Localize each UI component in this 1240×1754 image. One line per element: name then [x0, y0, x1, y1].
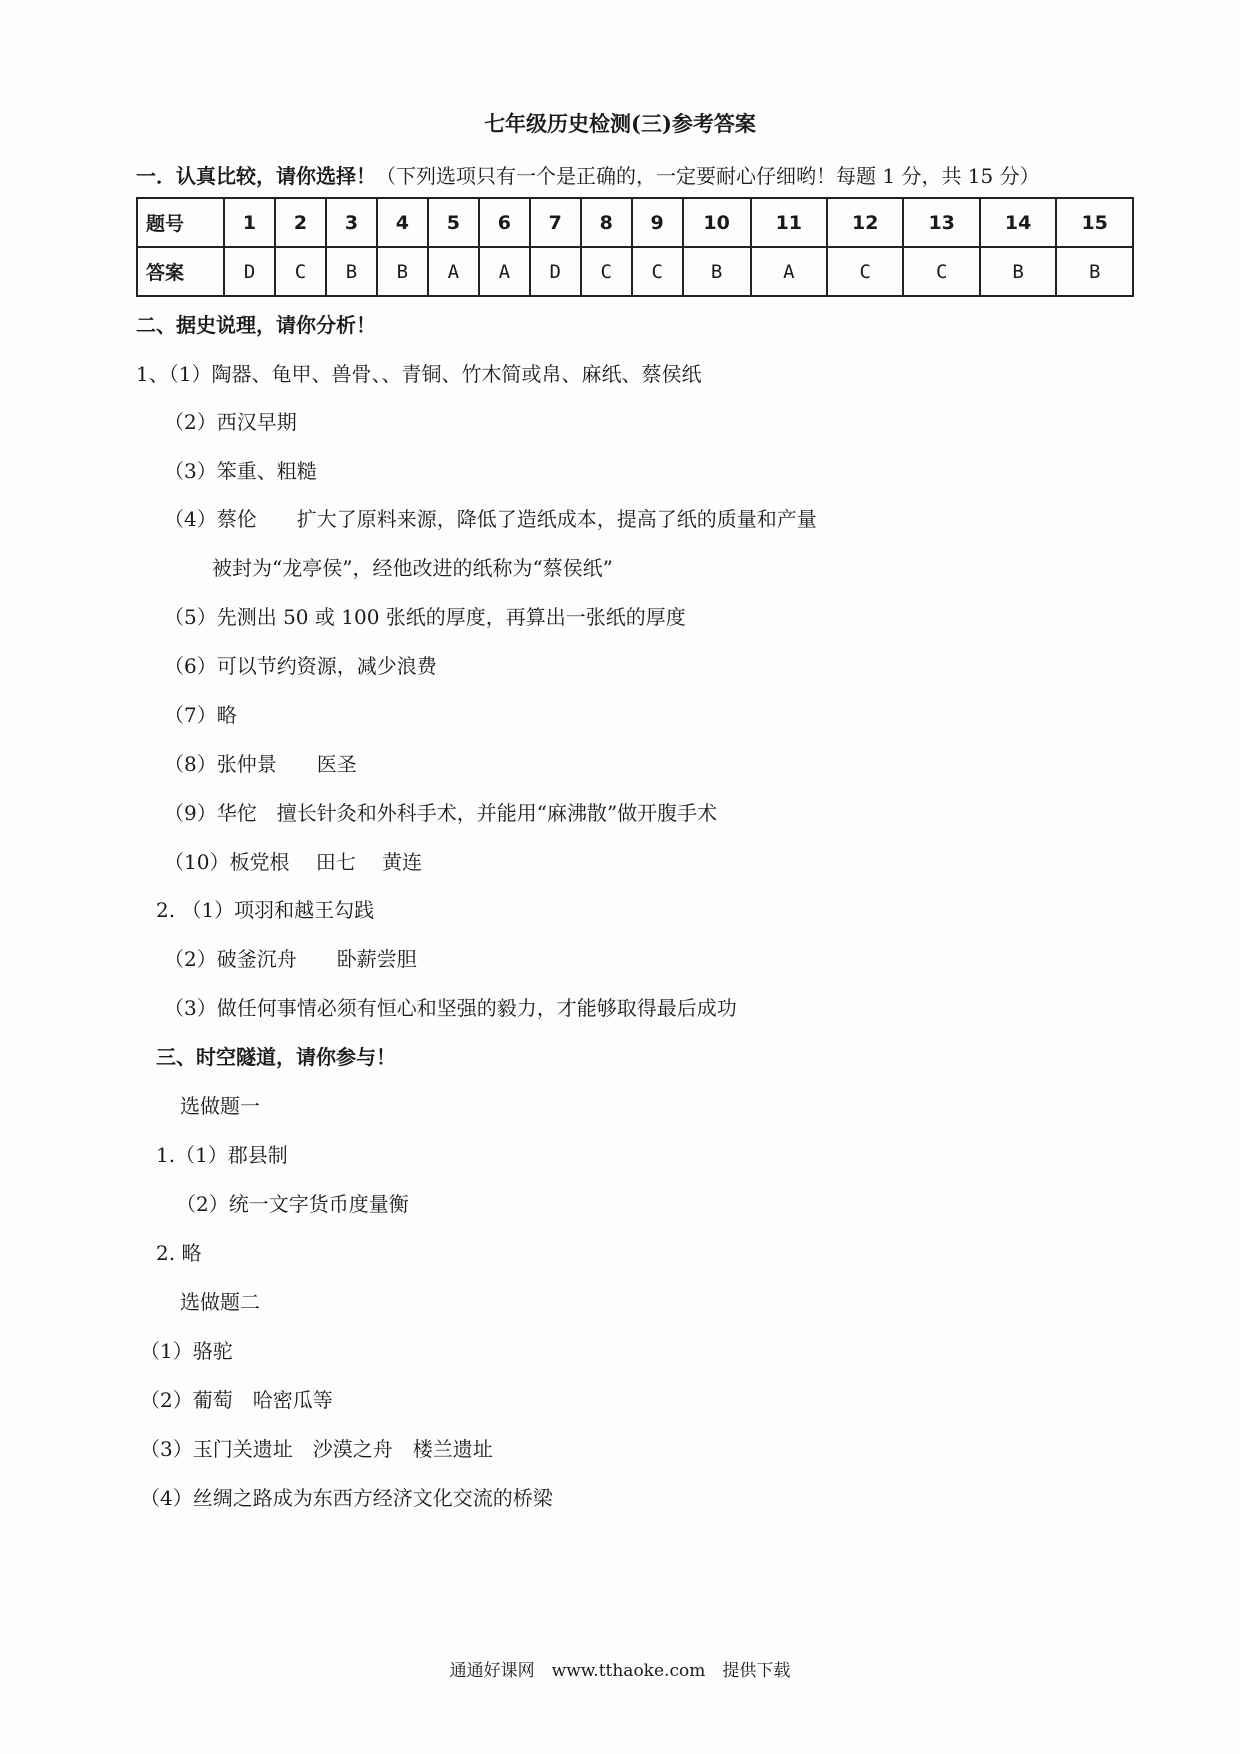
answer-cell: A — [479, 247, 530, 296]
answer-line: （10）板党根 田七 黄连 — [164, 850, 423, 874]
section1-heading: 一．认真比较，请你选择！ — [136, 164, 376, 188]
answer-line: （1）骆驼 — [140, 1339, 233, 1363]
answer-line: （4）蔡伦 扩大了原料来源，降低了造纸成本，提高了纸的质量和产量 — [164, 507, 817, 531]
question-number: 6 — [479, 198, 530, 247]
answer-line: 选做题二 — [180, 1290, 260, 1314]
answer-line: （3）玉门关遗址 沙漠之舟 楼兰遗址 — [140, 1437, 493, 1461]
answer-line: （6）可以节约资源，减少浪费 — [164, 654, 437, 678]
answer-line: （8）张仲景 医圣 — [164, 752, 357, 776]
answer-line: （3）做任何事情必须有恒心和坚强的毅力，才能够取得最后成功 — [164, 996, 737, 1020]
answer-line: 选做题一 — [180, 1094, 260, 1118]
table-row-numbers — [137, 198, 1133, 247]
answer-line: （9）华佗 擅长针灸和外科手术，并能用“麻沸散”做开腹手术 — [164, 801, 718, 825]
answer-cell: C — [632, 247, 683, 296]
answer-cell: B — [377, 247, 428, 296]
answer-line: 1.（1）郡县制 — [156, 1143, 288, 1167]
question-number: 9 — [632, 198, 683, 247]
answer-line: （2）破釜沉舟 卧薪尝胆 — [164, 947, 417, 971]
answer-line: 1、（1）陶器、龟甲、兽骨、、青铜、竹木简或帛、麻纸、蔡侯纸 — [136, 362, 702, 386]
answer-line: （4）丝绸之路成为东西方经济文化交流的桥梁 — [140, 1486, 553, 1510]
answer-cell: B — [980, 247, 1056, 296]
answer-cell: D — [530, 247, 581, 296]
answer-cell: B — [326, 247, 377, 296]
page-title: 七年级历史检测(三)参考答案 — [484, 111, 756, 136]
answer-line: （7）略 — [164, 703, 237, 727]
question-number: 15 — [1056, 198, 1133, 247]
answer-cell: C — [581, 247, 632, 296]
answer-cell: C — [827, 247, 903, 296]
section2-heading: 二、据史说理，请你分析！ — [136, 313, 376, 337]
question-number: 5 — [428, 198, 479, 247]
answer-cell: B — [683, 247, 751, 296]
question-number: 7 — [530, 198, 581, 247]
question-number: 1 — [224, 198, 275, 247]
answer-line: 2. （1）项羽和越王勾践 — [156, 898, 375, 922]
section1-heading-line — [136, 160, 1040, 189]
question-number: 4 — [377, 198, 428, 247]
question-number: 13 — [903, 198, 979, 247]
question-number: 10 — [683, 198, 751, 247]
row-label-number: 题号 — [137, 198, 224, 247]
table-row-answers — [137, 247, 1133, 296]
question-number: 2 — [275, 198, 326, 247]
answer-line: （2）葡萄 哈密瓜等 — [140, 1388, 333, 1412]
question-number: 8 — [581, 198, 632, 247]
answer-line: （3）笨重、粗糙 — [164, 459, 317, 483]
question-number: 14 — [980, 198, 1056, 247]
answer-cell: A — [751, 247, 827, 296]
answer-line: 被封为“龙亭侯”，经他改进的纸称为“蔡侯纸” — [212, 556, 613, 580]
page-footer: 通通好课网 www.tthaoke.com 提供下载 — [449, 1661, 791, 1681]
row-label-answer: 答案 — [137, 247, 224, 296]
answer-cell: B — [1056, 247, 1133, 296]
answer-line: （2）西汉早期 — [164, 410, 297, 434]
question-number: 12 — [827, 198, 903, 247]
section3-heading: 三、时空隧道，请你参与！ — [156, 1045, 396, 1069]
answer-line: （2）统一文字货币度量衡 — [176, 1192, 409, 1216]
question-number: 11 — [751, 198, 827, 247]
answer-cell: C — [903, 247, 979, 296]
answer-line: （5）先测出 50 或 100 张纸的厚度，再算出一张纸的厚度 — [164, 605, 686, 629]
answer-cell: C — [275, 247, 326, 296]
answer-cell: A — [428, 247, 479, 296]
answer-cell: D — [224, 247, 275, 296]
answer-table — [136, 197, 1134, 297]
section1-note: （下列选项只有一个是正确的，一定要耐心仔细哟！每题 1 分，共 15 分） — [376, 164, 1040, 188]
answer-line: 2. 略 — [156, 1241, 202, 1265]
question-number: 3 — [326, 198, 377, 247]
